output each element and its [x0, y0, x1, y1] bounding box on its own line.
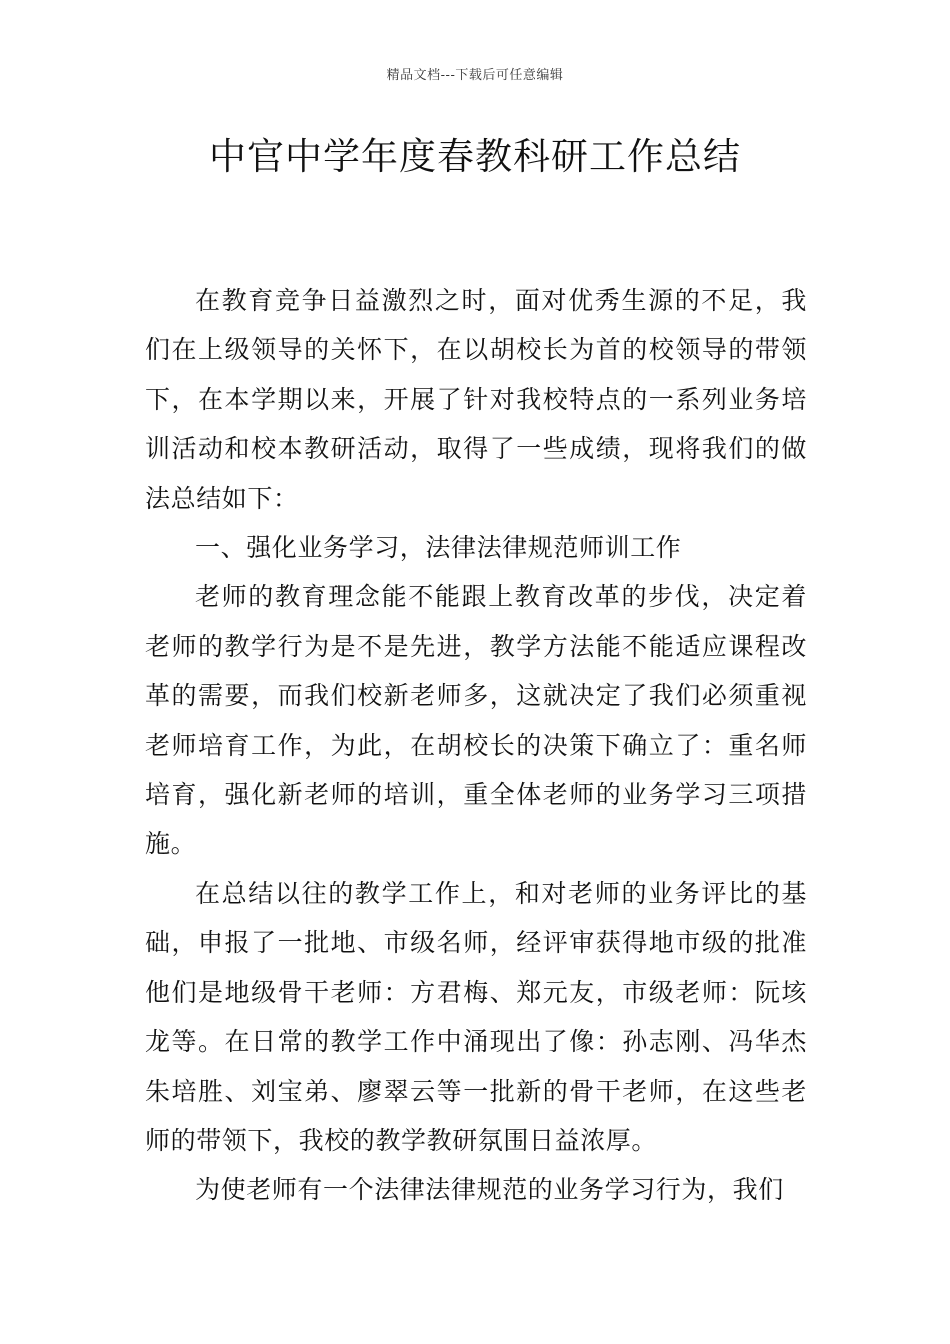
- paragraph-intro: 在教育竞争日益激烈之时，面对优秀生源的不足，我们在上级领导的关怀下，在以胡校长为首的校领导的带领下，在本学期以来，开展了针对我校特点的一系列业务培训活动和校本教研活动，取得了一些成绩，现将我们的做法总结如下：: [145, 286, 807, 513]
- section-heading-1: 一、强化业务学习，法律法律规范师训工作: [195, 533, 682, 563]
- paragraph-teacher-training: 老师的教育理念能不能跟上教育改革的步伐，决定着老师的教学行为是不是先进，教学方法能不能适应课程改革的需要，而我们校新老师多，这就决定了我们必须重视老师培育工作，为此，在胡校长的决策下确立了：重名师培育，强化新老师的培训，重全体老师的业务学习三项措施。: [145, 582, 807, 859]
- header-note: 精品文档---下载后可任意编辑: [386, 68, 564, 83]
- paragraph-backbone-teachers: 在总结以往的教学工作上，和对老师的业务评比的基础，申报了一批地、市级名师，经评审获得地市级的批准他们是地级骨干老师：方君梅、郑元友，市级老师：阮垓龙等。在日常的教学工作中涌现出了像：孙志刚、冯华杰朱培胜、刘宝弟、廖翠云等一批新的骨干老师，在这些老师的带领下，我校的教学教研氛围日益浓厚。: [145, 878, 807, 1155]
- paragraph-study-behavior: 为使老师有一个法律法律规范的业务学习行为，我们: [195, 1175, 784, 1205]
- document-body: [145, 276, 807, 1215]
- document-title: 中官中学年度春教科研工作总结: [209, 135, 741, 178]
